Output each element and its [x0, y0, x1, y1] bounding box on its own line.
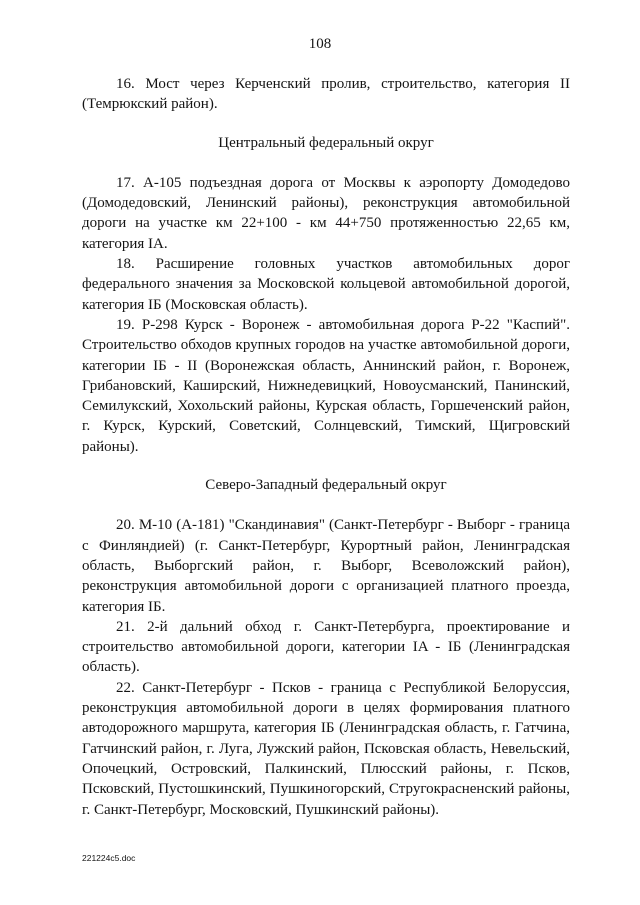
- list-item-19: 19. Р-298 Курск - Воронеж - автомобильная дорога Р-22 "Каспий". Строительство обходов крупных городов на участке автомобильной дороги, категории IБ - II (Воронежская область, Аннинский район, г. Воронеж, Грибановский, Каширский, Нижнедевицкий, Новоусманский, Панинский, Семилукский, Хохольский районы, Курская область, Горшеченский район, г. Курск, Курский, Советский, Солнцевский, Тимский, Щигровский районы).: [82, 316, 570, 455]
- list-item-18: 18. Расширение головных участков автомобильных дорог федерального значения за Московской кольцевой автомобильной дорогой, категория IБ (Московская область).: [82, 256, 570, 313]
- list-item-22: 22. Санкт-Петербург - Псков - граница с Республикой Белоруссия, реконструкция автомобильной дороги в целях формирования платного автодорожного маршрута, категория IБ (Ленинградская область, г. Гатчина, Гатчинский район, г. Луга, Лужский район, Псковская область, Невельский, Опочецкий, Островский, Палкинский, Плюсский районы, г. Псков, Псковский, Пустошкинский, Пушкиногорский, Стругокрасненский районы, г. Санкт-Петербург, Московский, Пушкинский районы).: [82, 679, 570, 818]
- document-body: [82, 74, 570, 820]
- list-item-20: 20. М-10 (А-181) "Скандинавия" (Санкт-Петербург - Выборг - граница с Финляндией) (г. Санкт-Петербург, Курортный район, Ленинградская область, Выборгский район, г. Выборг, Всеволожский район), реконструкция автомобильной дороги с организацией платного проезда, категория IБ.: [82, 517, 570, 615]
- list-item-21: 21. 2-й дальний обход г. Санкт-Петербурга, проектирование и строительство автомобильной дороги, категории IA - IБ (Ленинградская область).: [82, 618, 570, 676]
- section-heading-central: Центральный федеральный округ: [218, 134, 434, 151]
- footer-filename: 221224c5.doc: [82, 853, 136, 863]
- list-item-16: 16. Мост через Керченский пролив, строительство, категория II (Темрюкский район).: [82, 76, 570, 113]
- list-item-17: 17. А-105 подъездная дорога от Москвы к аэропорту Домодедово (Домодедовский, Ленинский районы), реконструкция автомобильной дороги на участке км 22+100 - км 44+750 протяженностью 22,65 км, категория IA.: [82, 174, 570, 252]
- section-heading-northwest: Северо-Западный федеральный округ: [205, 477, 447, 494]
- page-number: 108: [308, 36, 332, 52]
